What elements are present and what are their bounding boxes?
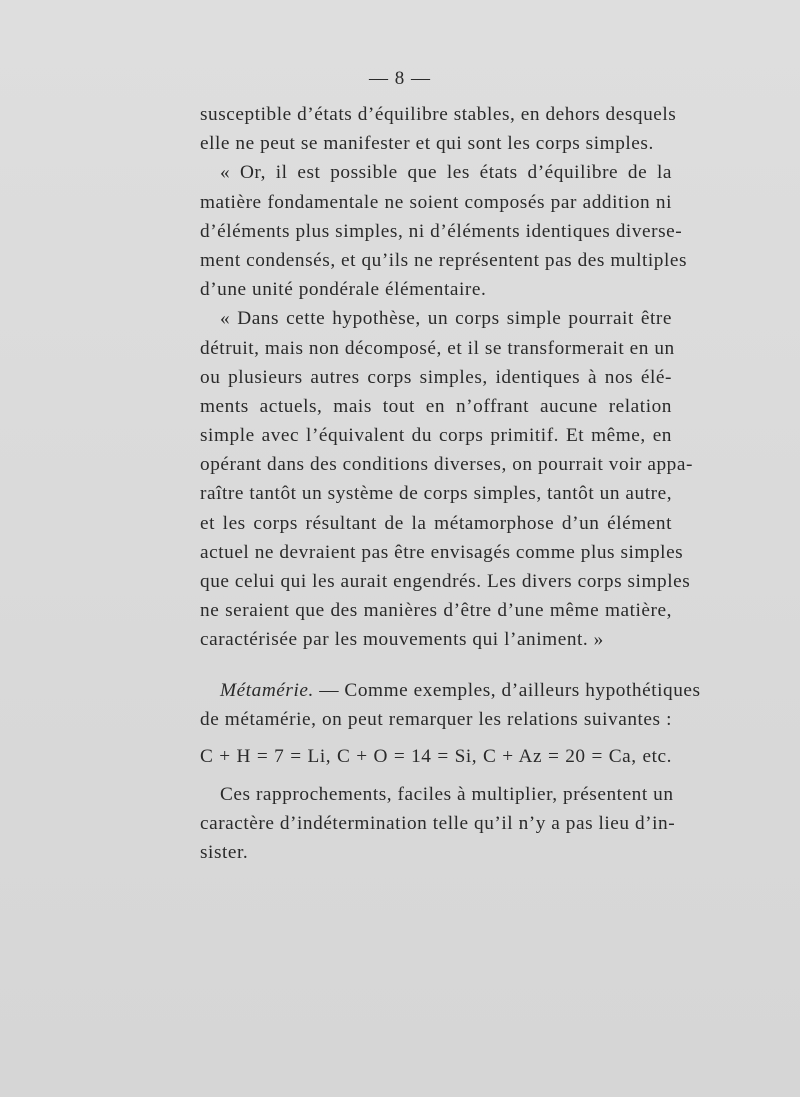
text-line: caractérisée par les mouvements qui l’animent. » bbox=[200, 629, 604, 651]
text-line: ou plusieurs autres corps simples, identiques à nos élé- bbox=[200, 366, 672, 388]
paragraph-metamerie bbox=[200, 676, 701, 734]
text-line bbox=[200, 676, 701, 705]
text-line: sister. bbox=[200, 841, 249, 863]
text-line: détruit, mais non décomposé, et il se transformerait en un bbox=[200, 337, 675, 359]
paragraph-continuation bbox=[200, 100, 677, 158]
metamerie-section bbox=[200, 676, 701, 867]
heading-continuation: — Comme exemples, d’ailleurs hypothétiques bbox=[319, 680, 701, 701]
text-line: susceptible d’états d’équilibre stables, en dehors desquels bbox=[200, 104, 677, 125]
text-line: opérant dans des conditions diverses, on pourrait voir appa- bbox=[200, 454, 693, 476]
text-line: raître tantôt un système de corps simples, tantôt un autre, bbox=[200, 483, 673, 505]
text-line: et les corps résultant de la métamorphose d’un élément bbox=[200, 512, 672, 534]
text-line: Ces rapprochements, faciles à multiplier, présentent un bbox=[220, 783, 674, 805]
text-line: actuel ne devraient pas être envisagés comme plus simples bbox=[200, 541, 684, 563]
text-line: matière fondamentale ne soient composés par addition ni bbox=[200, 191, 672, 213]
page-number: — 8 — bbox=[369, 68, 431, 89]
paragraph-quote-or bbox=[200, 158, 688, 304]
metamerie-formula: C + H = 7 = Li, C + O = 14 = Si, C + Az = 20 = Ca, etc. bbox=[200, 746, 672, 768]
section-heading: Métamérie. bbox=[220, 680, 314, 701]
text-line: « Or, il est possible que les états d’équilibre de la bbox=[220, 162, 672, 184]
text-line: simple avec l’équivalent du corps primitif. Et même, en bbox=[200, 425, 672, 447]
paragraph-rapprochements bbox=[200, 780, 676, 868]
main-text-block bbox=[200, 100, 693, 655]
text-line: elle ne peut se manifester et qui sont les corps simples. bbox=[200, 133, 654, 155]
text-line: ne seraient que des manières d’être d’une même matière, bbox=[200, 600, 672, 622]
text-line: ment condensés, et qu’ils ne représentent pas des multiples bbox=[200, 249, 688, 271]
text-line: caractère d’indétermination telle qu’il n’y a pas lieu d’in- bbox=[200, 812, 676, 834]
text-line: d’une unité pondérale élémentaire. bbox=[200, 279, 487, 301]
text-line: que celui qui les aurait engendrés. Les divers corps simples bbox=[200, 571, 691, 592]
text-line: de métamérie, on peut remarquer les relations suivantes : bbox=[200, 709, 672, 731]
paragraph-quote-hypothese bbox=[200, 304, 693, 654]
text-line: d’éléments plus simples, ni d’éléments identiques diverse- bbox=[200, 220, 683, 242]
text-line: ments actuels, mais tout en n’offrant aucune relation bbox=[200, 395, 672, 417]
text-line: « Dans cette hypothèse, un corps simple pourrait être bbox=[220, 308, 672, 330]
